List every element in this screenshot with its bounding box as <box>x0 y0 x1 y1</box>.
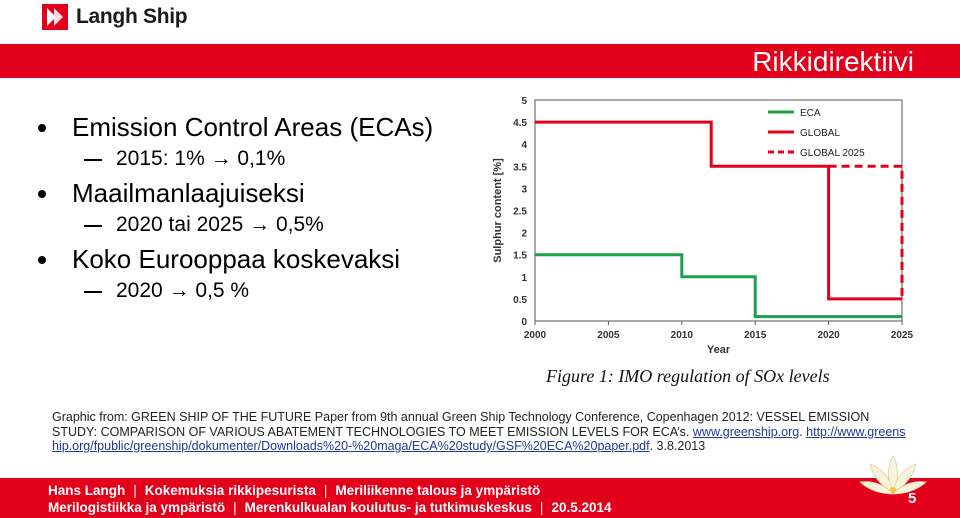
footer-event: Meriliikenne talous ja ympäristö <box>335 483 541 498</box>
sub-bullet-item: 2020 → 0,5 % <box>36 276 476 306</box>
y-tick-label: 0.5 <box>513 294 527 306</box>
slide-title: Rikkidirektiivi <box>752 46 914 77</box>
series-line-eca <box>535 255 902 317</box>
source-date: . 3.8.2013 <box>649 439 706 453</box>
logo-text: Langh Ship <box>76 5 188 28</box>
y-axis-label: Sulphur content [%] <box>492 158 504 263</box>
y-tick-label: 3 <box>521 184 527 196</box>
x-tick-label: 2015 <box>744 330 767 341</box>
y-tick-label: 2.5 <box>513 206 527 218</box>
source-link-greenship[interactable]: www.greenship.org <box>692 424 800 439</box>
legend-label: GLOBAL 2025 <box>800 148 865 159</box>
source-link-paper[interactable]: http://www.greenship.org/fpublic/greenship/dokumenter/Downloads%20-%20maga/ECA%20study/GSF%20ECA%20paper.pdf <box>52 424 906 453</box>
y-tick-label: 2 <box>521 228 527 240</box>
footer-author: Hans Langh <box>48 483 126 498</box>
x-tick-label: 2005 <box>597 330 620 341</box>
figure-caption: Figure 1: IMO regulation of SOx levels <box>546 366 830 386</box>
y-tick-label: 1.5 <box>513 250 527 262</box>
x-tick-label: 2010 <box>670 330 693 341</box>
bullet-item: Maailmanlaajuiseksi <box>36 178 476 208</box>
x-axis-label: Year <box>706 344 731 356</box>
lotus-flower-icon <box>858 452 928 512</box>
source-citation <box>52 410 912 454</box>
y-tick-label: 4 <box>521 140 527 152</box>
bullet-item: Koko Eurooppaa koskevaksi <box>36 244 476 274</box>
x-tick-label: 2020 <box>817 330 840 341</box>
footer-date: 20.5.2014 <box>551 500 612 515</box>
sub-bullet-item: 2020 tai 2025 → 0,5% <box>36 210 476 240</box>
footer-course: Merilogistiikka ja ympäristö <box>48 500 226 515</box>
legend-label: ECA <box>800 108 821 119</box>
y-tick-label: 3.5 <box>513 162 527 174</box>
logo-flag-icon <box>42 4 68 30</box>
source-separator: . <box>799 424 807 439</box>
footer-line-1: Hans Langh | Kokemuksia rikkipesurista | Meriliikenne talous ja ympäristö <box>48 483 541 498</box>
legend-label: GLOBAL <box>800 128 841 139</box>
bullet-item: Emission Control Areas (ECAs) <box>36 112 476 142</box>
y-tick-label: 1 <box>521 272 527 284</box>
y-tick-label: 0 <box>521 317 527 328</box>
bullet-list <box>36 112 476 310</box>
y-tick-label: 4.5 <box>513 118 527 130</box>
footer-line-2: Merilogistiikka ja ympäristö | Merenkulkualan koulutus- ja tutkimuskeskus | 20.5.2014 <box>48 500 612 515</box>
sub-bullet-item: 2015: 1% → 0,1% <box>36 144 476 174</box>
sulphur-limit-chart <box>488 90 920 360</box>
source-text: Graphic from: GREEN SHIP OF THE FUTURE Paper from 9th annual Green Ship Technology Conference, Copenhagen 2012: VESSEL EMISSION STUDY: COMPARISON OF VARIOUS ABATEMENT TECHNOLOGIES TO MEET EMISSION LEVELS FOR ECA’s. <box>52 410 870 439</box>
footer-talk-title: Kokemuksia rikkipesurista <box>144 483 316 498</box>
page-number: 5 <box>908 490 917 507</box>
x-tick-label: 2025 <box>890 330 914 341</box>
x-tick-label: 2000 <box>523 330 547 341</box>
y-tick-label: 5 <box>521 96 527 107</box>
langh-ship-logo <box>42 4 187 30</box>
series-line-global-2025 <box>829 166 902 299</box>
footer-organisation: Merenkulkualan koulutus- ja tutkimuskeskus <box>244 500 532 515</box>
plot-frame <box>535 100 902 321</box>
